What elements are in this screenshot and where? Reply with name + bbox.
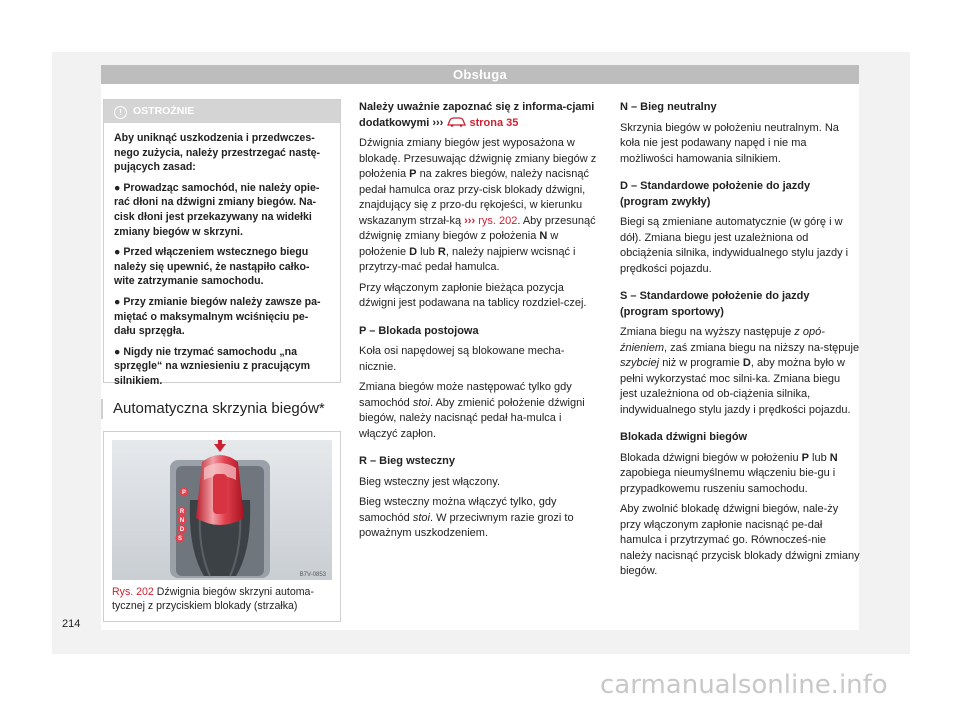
warning-item: ● Przed włączeniem wstecznego biegu należy się upewnić, że nastąpiło całko-wite zatrzymanie samochodu.	[114, 246, 310, 288]
warning-label: OSTROŻNIE	[133, 105, 195, 117]
dashboard-paragraph: Przy włączonym zapłonie bieżąca pozycja dźwigni jest podawana na tablicy rozdziel-czej.	[359, 281, 587, 309]
lever-lock-paragraph: Dźwignia zmiany biegów jest wyposażona w blokadę. Przesuwając dźwignię zmiany biegów z położenia P na zakres biegów, należy nacisnąć pedał hamulca oraz przy-cisk blokady dźwigni, znajdujący się z przo-du rękojeści, w kierunku wskazanym strzał-ką ››› rys. 202. Aby przesunąć dźwignię zmiany biegów z położenia N w położenie D lub R, należy najpierw wcisnąć i przytrzy-mać pedał hamulca.	[359, 137, 597, 273]
gear-lever-illustration	[112, 440, 332, 580]
lock-heading: Blokada dźwigni biegów	[620, 431, 748, 443]
page-header: Obsługa	[101, 65, 859, 84]
gear-letter-p: P	[181, 490, 187, 496]
figure-link[interactable]: rys. 202	[478, 214, 518, 227]
figure-ref: Rys. 202	[112, 586, 154, 598]
additional-info-note: Należy uważnie zapoznać się z informa-cjami dodatkowymi ››› strona 35	[359, 101, 595, 129]
lock-text: Blokada dźwigni biegów w położeniu P lub N zapobiega nieumyślnemu włączeniu bie-gu i przypadkowemu ruszeniu samochodu.	[620, 451, 838, 495]
reverse-text: Bieg wsteczny jest włączony.	[359, 475, 501, 488]
warning-icon: !	[114, 106, 127, 119]
section-marker	[101, 399, 103, 419]
right-column	[620, 100, 860, 585]
figure-box	[103, 431, 341, 622]
warning-intro: Aby uniknąć uszkodzenia i przedwczes-nego zużycia, należy przestrzegać nastę-pujących zasad:	[114, 132, 321, 174]
sport-heading: S – Standardowe położenie do jazdy (program sportowy)	[620, 290, 810, 318]
gear-letter-d: D	[179, 527, 185, 533]
car-warning-icon	[446, 116, 466, 127]
warning-item: ● Prowadząc samochód, nie należy opie-rać dłoni na dźwigni zmiany biegów. Na-cisk dłoni jest przekazywany na widełki zmiany biegów w skrzyni.	[114, 181, 320, 238]
drive-text: Biegi są zmieniane automatycznie (w górę i w dół). Zmiana biegu jest uzależniona od obciążenia silnika, indywidualnego stylu jazdy i prędkości pojazdu.	[620, 216, 849, 275]
gear-letter-n: N	[179, 518, 185, 524]
neutral-heading: N – Bieg neutralny	[620, 101, 717, 113]
figure-caption-text: Dźwignia biegów skrzyni automa-tycznej z przyciskiem blokady (strzałka)	[112, 586, 314, 612]
page-number: 214	[62, 618, 81, 630]
gear-letter-s: S	[177, 536, 183, 542]
page-link[interactable]: strona 35	[469, 116, 519, 129]
reverse-heading: R – Bieg wsteczny	[359, 455, 455, 467]
warning-item: ● Nigdy nie trzymać samochodu „na sprzęgle“ na wzniesieniu z pracującym silnikiem.	[114, 345, 311, 387]
drive-heading: D – Standardowe położenie do jazdy (program zwykły)	[620, 180, 811, 208]
neutral-text: Skrzynia biegów w położeniu neutralnym. Na koła nie jest podawany napęd i nie ma możliwości hamowania silnikiem.	[620, 121, 839, 165]
sport-text: Zmiana biegu na wyższy następuje z opó-źnieniem, zaś zmiana biegu na niższy na-stępuje szybciej niż w programie D, aby można było w pełni wykorzystać moc silni-ka. Zmiana biegu jest uzależniona od ob-ciążenia silnika, indywidualnego stylu jazdy i prędkości pojazdu.	[620, 326, 860, 416]
reverse-text-2: Bieg wsteczny można włączyć tylko, gdy samochód stoi. W przeciwnym razie grozi to poważnym uszkodzeniem.	[359, 496, 574, 539]
park-heading: P – Blokada postojowa	[359, 324, 479, 337]
warning-body	[104, 123, 340, 389]
park-text-2: Zmiana biegów może następować tylko gdy samochód stoi. Aby zmienić położenie dźwigni biegów, należy nacisnąć pedał ha-mulca i włączyć zapłon.	[359, 381, 585, 440]
lock-text-2: Aby zwolnić blokadę dźwigni biegów, nale-ży przy włączonym zapłonie nacisnąć pe-dał hamulca i przytrzymać go. Równocześ-nie należy nacisnąć przycisk blokady dźwigni zmiany biegów.	[620, 503, 860, 577]
gear-lever-svg	[112, 440, 332, 580]
figure-caption	[112, 585, 334, 613]
watermark: carmanualsonline.info	[600, 670, 888, 700]
park-text: Koła osi napędowej są blokowane mecha-nicznie.	[359, 345, 565, 373]
figure-code: B7V-0853	[299, 572, 326, 578]
section-title: Automatyczna skrzynia biegów*	[113, 400, 325, 417]
middle-column	[359, 100, 599, 547]
warning-box	[103, 99, 341, 387]
warning-header	[104, 100, 340, 123]
warning-item: ● Przy zmianie biegów należy zawsze pa-miętać o maksymalnym wciśnięciu pe-dału sprzęgła.	[114, 295, 321, 338]
gear-letter-r: R	[179, 509, 185, 515]
